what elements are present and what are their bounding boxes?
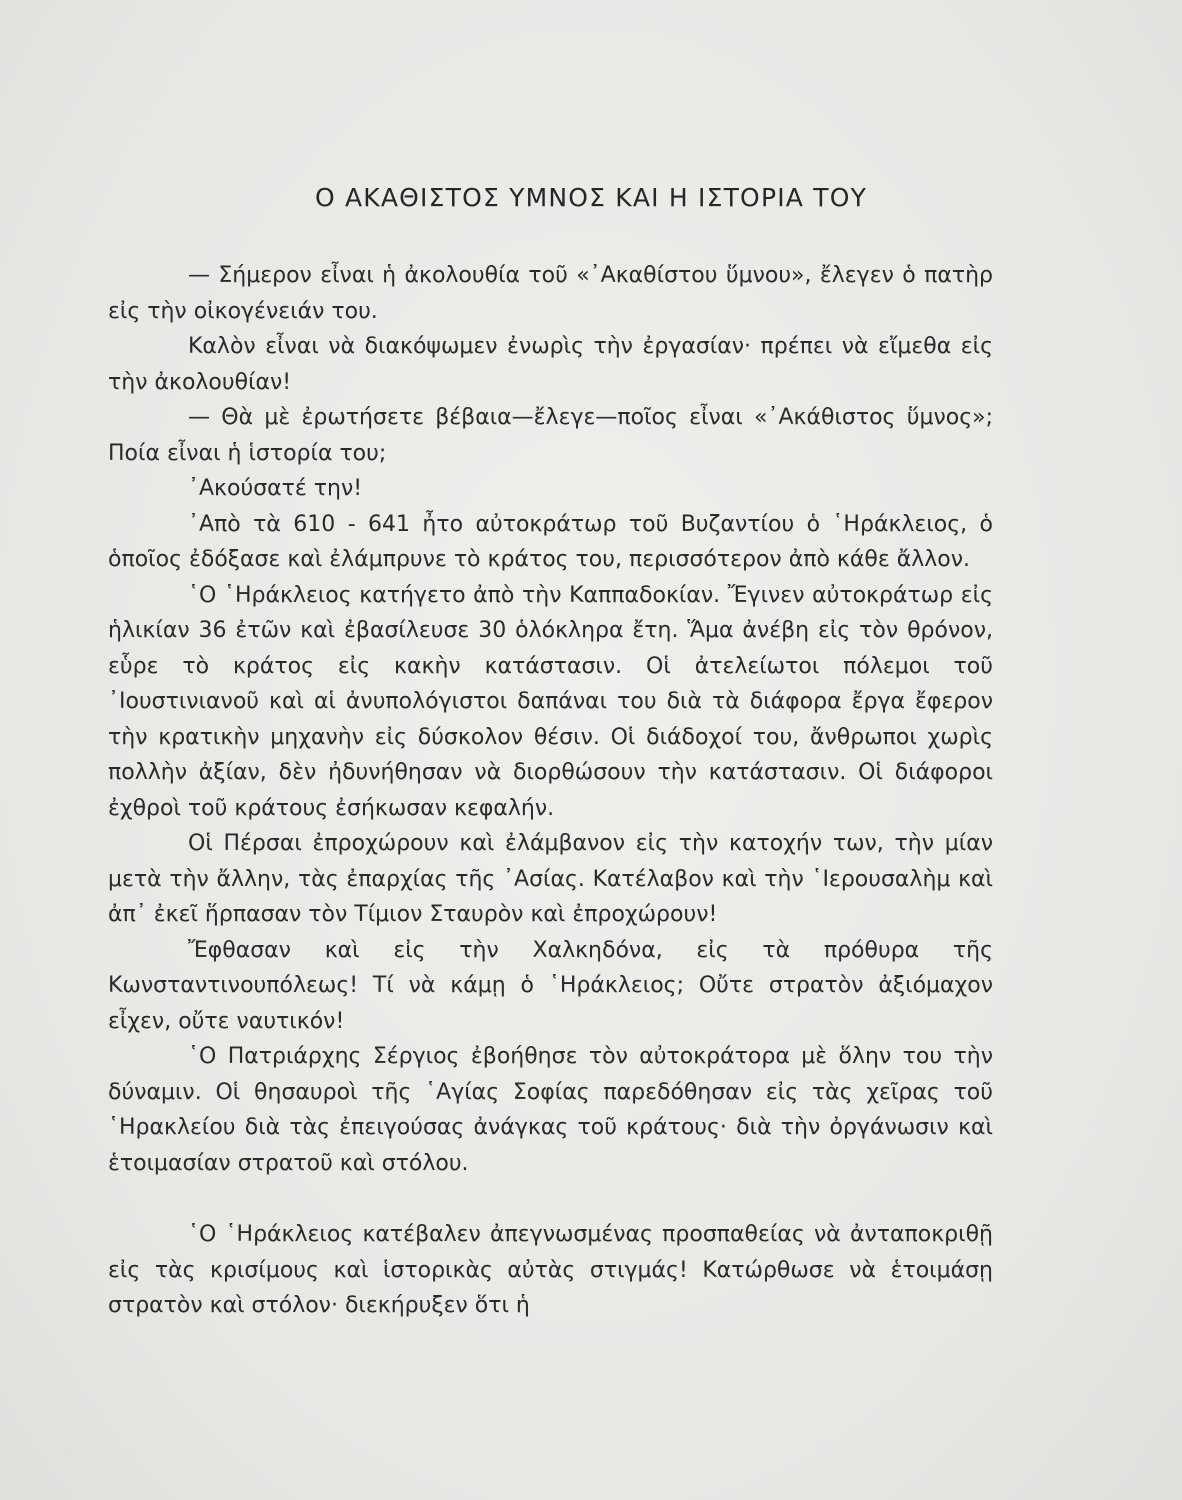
- paragraph: Καλὸν εἶναι νὰ διακόψωμεν ἐνωρὶς τὴν ἐργασίαν· πρέπει νὰ εἴμεθα εἰς τὴν ἀκολουθίαν!: [108, 334, 993, 395]
- paragraph: — Σήμερον εἶναι ἡ ἀκολουθία τοῦ «᾿Ακαθίστου ὕμνου», ἔλεγεν ὁ πατὴρ εἰς τὴν οἰκογένειάν του.: [108, 263, 993, 324]
- paragraph: Ἔφθασαν καὶ εἰς τὴν Χαλκηδόνα, εἰς τὰ πρόθυρα τῆς Κωνσταντινουπόλεως! Τί νὰ κάμῃ ὁ ῾Ηράκλειος; Οὔτε στρατὸν ἀξιόμαχον εἶχεν, οὔτε ναυτικόν!: [108, 937, 993, 1034]
- paragraph: Οἱ Πέρσαι ἐπροχώρουν καὶ ἐλάμβανον εἰς τὴν κατοχήν των, τὴν μίαν μετὰ τὴν ἄλλην, τὰς ἐπαρχίας τῆς ᾿Ασίας. Κατέλαβον καὶ τὴν ῾Ιερουσαλὴμ καὶ ἀπ᾿ ἐκεῖ ἥρπασαν τὸν Τίμιον Σταυρὸν καὶ ἐπροχώρουν!: [108, 831, 993, 927]
- chapter-title: Ο ΑΚΑΘΙΣΤΟΣ ΥΜΝΟΣ ΚΑΙ Η ΙΣΤΟΡΙΑ ΤΟΥ: [314, 183, 868, 212]
- paragraph: ᾿Ακούσατέ την!: [188, 476, 363, 501]
- paragraph: ᾿Απὸ τὰ 610 - 641 ἦτο αὐτοκράτωρ τοῦ Βυζαντίου ὁ ῾Ηράκλειος, ὁ ὁποῖος ἐδόξασε καὶ ἐλάμπρυνε τὸ κράτος του, περισσότερον ἀπὸ κάθε ἄλλον.: [108, 511, 993, 572]
- body-text: [108, 258, 993, 1324]
- paragraph: ῾Ο ῾Ηράκλειος κατήγετο ἀπὸ τὴν Καππαδοκίαν. Ἔγινεν αὐτοκράτωρ εἰς ἡλικίαν 36 ἐτῶν καὶ ἐβασίλευσε 30 ὁλόκληρα ἔτη. Ἅμα ἀνέβη εἰς τὸν θρόνον, εὗρε τὸ κράτος εἰς κακὴν κατάστασιν. Οἱ ἀτελείωτοι πόλεμοι τοῦ ᾿Ιουστινιανοῦ καὶ αἱ ἀνυπολόγιστοι δαπάναι του διὰ τὰ διάφορα ἔργα ἔφερον τὴν κρατικὴν μηχανὴν εἰς δύσκολον θέσιν. Οἱ διάδοχοί του, ἄνθρωποι χωρὶς πολλὴν ἀξίαν, δὲν ἠδυνήθησαν νὰ διορθώσουν τὴν κατάστασιν. Οἱ διάφοροι ἐχθροὶ τοῦ κράτους ἐσήκωσαν κεφαλήν.: [108, 582, 993, 821]
- paragraph: — Θὰ μὲ ἐρωτήσετε βέβαια—ἔλεγε—ποῖος εἶναι «᾿Ακάθιστος ὕμνος»; Ποία εἶναι ἡ ἱστορία του;: [108, 405, 993, 466]
- paragraph: ῾Ο ῾Ηράκλειος κατέβαλεν ἀπεγνωσμένας προσπαθείας νὰ ἀνταποκριθῇ εἰς τὰς κρισίμους καὶ ἱστορικὰς αὐτὰς στιγμάς! Κατώρθωσε νὰ ἑτοιμάσῃ στρατὸν καὶ στόλον· διεκήρυξεν ὅτι ἡ: [108, 1222, 993, 1318]
- paragraph: ῾Ο Πατριάρχης Σέργιος ἐβοήθησε τὸν αὐτοκράτορα μὲ ὅλην του τὴν δύναμιν. Οἱ θησαυροὶ τῆς ῾Αγίας Σοφίας παρεδόθησαν εἰς τὰς χεῖρας τοῦ ῾Ηρακλείου διὰ τὰς ἐπειγούσας ἀνάγκας τοῦ κράτους· διὰ τὴν ὀργάνωσιν καὶ ἑτοιμασίαν στρατοῦ καὶ στόλου.: [108, 1044, 993, 1176]
